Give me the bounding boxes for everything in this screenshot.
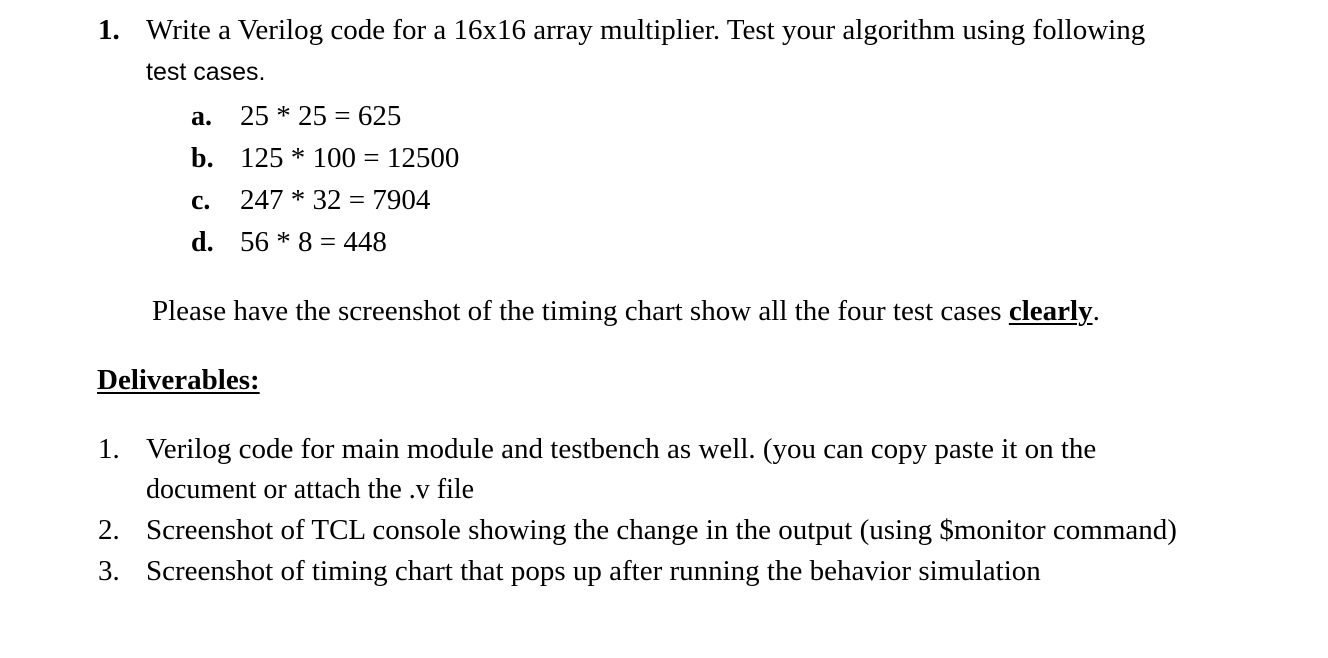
note-text: Please have the screenshot of the timing chart show all the four test cases [152,295,1009,327]
test-case-letter: a. [191,101,212,132]
question-number: 1. [98,14,120,46]
deliverable-text-line1: Screenshot of TCL console showing the change in the output (using $monitor command) [146,514,1177,546]
deliverable-number: 1. [98,433,120,465]
deliverable-number: 3. [98,555,120,587]
test-case-expression: 56 * 8 = 448 [240,226,387,258]
test-case-letter: c. [191,185,211,216]
test-case-expression: 125 * 100 = 12500 [240,142,460,174]
question-text-line2: test cases. [146,58,266,86]
test-case-expression: 25 * 25 = 625 [240,100,402,132]
test-case-expression: 247 * 32 = 7904 [240,184,431,216]
deliverable-number: 2. [98,514,120,546]
note-emphasis: clearly [1008,295,1093,327]
deliverable-text-line1: Screenshot of timing chart that pops up after running the behavior simulation [146,555,1041,587]
test-case-letter: b. [191,143,214,174]
deliverable-text-line1: Verilog code for main module and testbench as well. (you can copy paste it on the [146,433,1097,465]
question-text-line1: Write a Verilog code for a 16x16 array multiplier. Test your algorithm using following [146,14,1146,46]
note-period: . [1092,295,1100,327]
test-case-letter: d. [191,227,214,258]
deliverables-heading: Deliverables: [97,364,260,396]
deliverable-text-line2: document or attach the .v file [146,474,475,505]
timing-chart-note [152,295,1100,328]
